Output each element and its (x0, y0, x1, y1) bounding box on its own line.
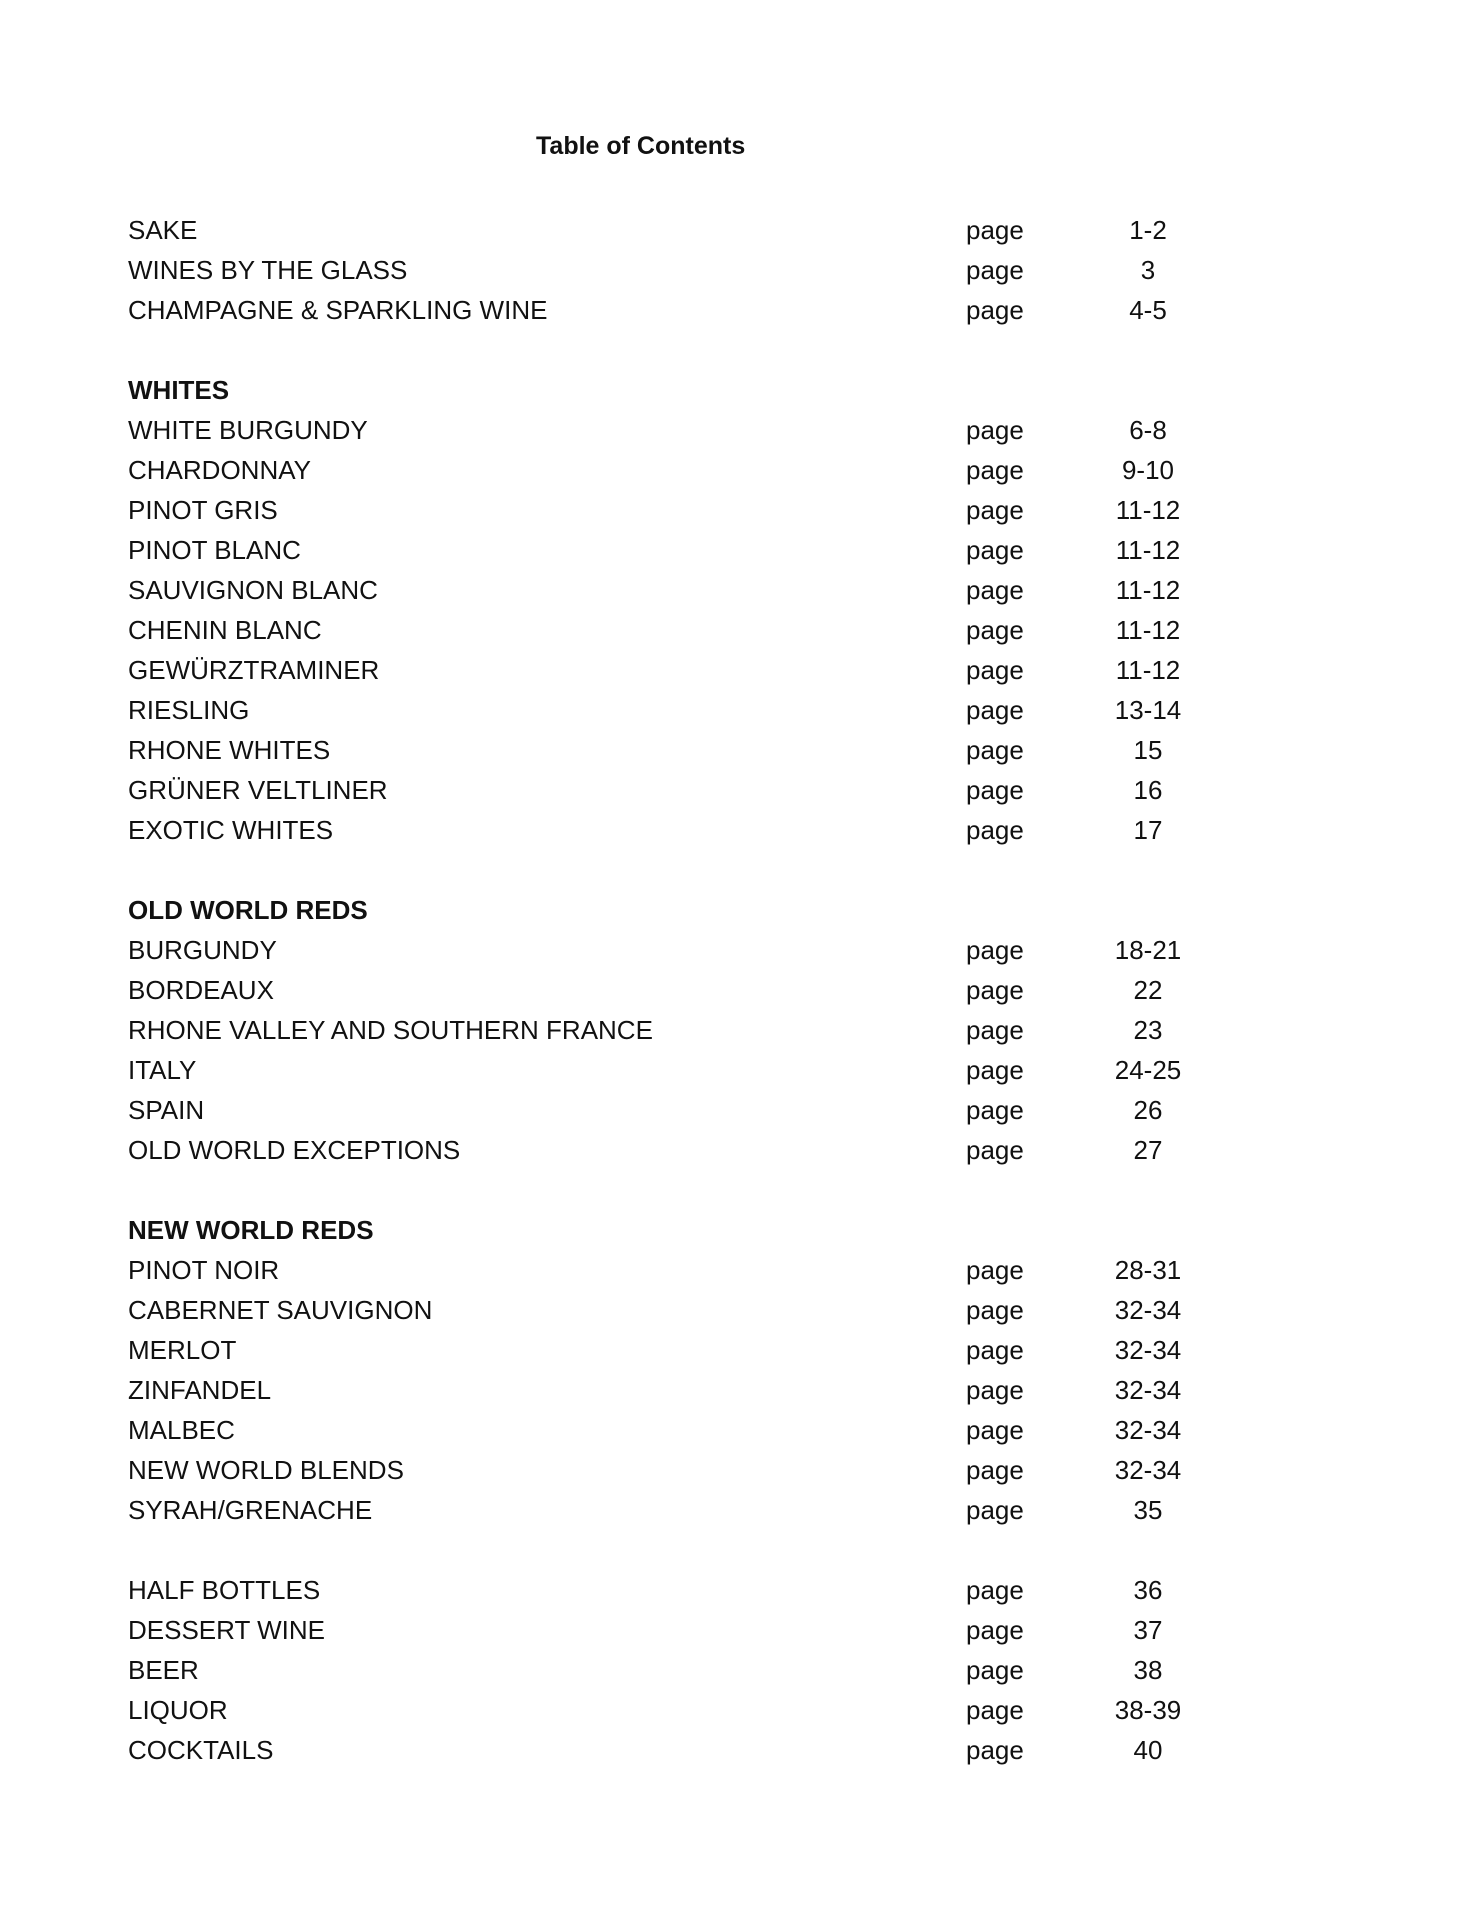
table-of-contents (128, 210, 1182, 1770)
toc-entry-page-number: 28-31 (1114, 1255, 1182, 1285)
toc-entry (128, 690, 1182, 730)
toc-entry-page-number: 26 (1133, 1095, 1163, 1125)
toc-entry-page-number: 37 (1133, 1615, 1163, 1645)
toc-entry (128, 1610, 1178, 1650)
toc-entry-page-label: page (966, 1455, 1024, 1485)
toc-entry (128, 1130, 1178, 1170)
toc-entry-page-label: page (966, 1615, 1024, 1645)
toc-entry-page-label: page (966, 1055, 1024, 1085)
toc-entry-page-number: 11-12 (1115, 535, 1181, 565)
toc-entry (128, 810, 1178, 850)
toc-entry-name: SAKE (128, 215, 198, 245)
toc-entry-name: SYRAH/GRENACHE (128, 1495, 373, 1525)
toc-entry-name: DESSERT WINE (128, 1615, 325, 1645)
page-title: Table of Contents (536, 132, 746, 160)
toc-entry (128, 410, 1178, 450)
toc-entry-page-label: page (966, 535, 1024, 565)
toc-entry (128, 770, 1178, 810)
toc-entry-page-number: 24-25 (1114, 1055, 1182, 1085)
toc-entry (128, 1450, 1182, 1490)
toc-entry-name: WINES BY THE GLASS (128, 255, 408, 285)
toc-entry (128, 970, 1178, 1010)
toc-entry-page-label: page (966, 1135, 1024, 1165)
toc-entry-name: MERLOT (128, 1335, 237, 1365)
toc-entry (128, 930, 1182, 970)
toc-entry-page-number: 38 (1133, 1655, 1163, 1685)
toc-entry-name: ITALY (128, 1055, 197, 1085)
toc-entry-name: BEER (128, 1655, 199, 1685)
toc-entry-page-number: 32-34 (1114, 1295, 1182, 1325)
toc-entry-page-number: 6-8 (1129, 415, 1167, 445)
toc-entry-page-label: page (966, 1295, 1024, 1325)
toc-entry-name: GRÜNER VELTLINER (128, 775, 388, 805)
toc-entry-page-number: 35 (1133, 1495, 1163, 1525)
toc-entry (128, 1730, 1178, 1770)
toc-entry-page-label: page (966, 1375, 1024, 1405)
toc-entry (128, 210, 1178, 250)
toc-entry-name: CHARDONNAY (128, 455, 311, 485)
toc-entry-name: ZINFANDEL (128, 1375, 272, 1405)
toc-entry-page-label: page (966, 415, 1024, 445)
toc-entry-page-label: page (966, 735, 1024, 765)
toc-entry-page-number: 9-10 (1121, 455, 1175, 485)
toc-entry-name: NEW WORLD BLENDS (128, 1455, 404, 1485)
toc-entry-name: CHAMPAGNE & SPARKLING WINE (128, 295, 548, 325)
toc-entry-page-label: page (966, 815, 1024, 845)
toc-entry-name: GEWÜRZTRAMINER (128, 655, 380, 685)
toc-entry-page-number: 18-21 (1114, 935, 1182, 965)
toc-entry-page-number: 27 (1133, 1135, 1163, 1165)
toc-entry-page-number: 23 (1133, 1015, 1163, 1045)
toc-entry (128, 1570, 1178, 1610)
toc-entry-page-label: page (966, 455, 1024, 485)
toc-entry-page-number: 11-12 (1115, 495, 1181, 525)
toc-entry-page-label: page (966, 1335, 1024, 1365)
toc-entry-page-number: 11-12 (1115, 615, 1181, 645)
toc-entry-page-number: 38-39 (1114, 1695, 1182, 1725)
toc-entry-page-number: 36 (1133, 1575, 1163, 1605)
section-spacer (128, 330, 1178, 370)
toc-entry-name: PINOT NOIR (128, 1255, 280, 1285)
toc-entry-page-number: 32-34 (1114, 1335, 1182, 1365)
toc-entry-page-number: 17 (1133, 815, 1163, 845)
toc-entry-name: EXOTIC WHITES (128, 815, 334, 845)
toc-entry-page-label: page (966, 495, 1024, 525)
toc-entry-page-number: 40 (1133, 1735, 1163, 1765)
toc-entry-name: MALBEC (128, 1415, 235, 1445)
toc-entry (128, 1090, 1178, 1130)
toc-entry (128, 1410, 1182, 1450)
toc-entry (128, 1330, 1182, 1370)
toc-entry (128, 570, 1181, 610)
toc-entry (128, 250, 1178, 290)
toc-entry-page-label: page (966, 615, 1024, 645)
toc-entry-name: COCKTAILS (128, 1735, 274, 1765)
toc-entry-page-label: page (966, 255, 1024, 285)
toc-entry (128, 450, 1178, 490)
section-heading: WHITES (128, 375, 230, 405)
toc-entry-page-number: 3 (1140, 255, 1156, 285)
toc-entry-page-label: page (966, 935, 1024, 965)
toc-entry-page-number: 11-12 (1115, 575, 1181, 605)
toc-entry-page-label: page (966, 295, 1024, 325)
toc-entry-name: BURGUNDY (128, 935, 277, 965)
toc-entry-name: HALF BOTTLES (128, 1575, 321, 1605)
toc-entry-name: OLD WORLD EXCEPTIONS (128, 1135, 461, 1165)
toc-entry-name: PINOT GRIS (128, 495, 278, 525)
toc-entry-page-label: page (966, 975, 1024, 1005)
toc-entry-page-label: page (966, 1575, 1024, 1605)
toc-entry-name: CABERNET SAUVIGNON (128, 1295, 433, 1325)
toc-entry-page-label: page (966, 575, 1024, 605)
toc-entry-page-number: 15 (1133, 735, 1163, 765)
toc-entry (128, 1290, 1182, 1330)
section-spacer (128, 1530, 1178, 1570)
toc-entry-page-number: 32-34 (1114, 1415, 1182, 1445)
toc-entry (128, 1250, 1182, 1290)
toc-entry-name: RHONE WHITES (128, 735, 331, 765)
toc-entry (128, 1050, 1182, 1090)
toc-entry-name: SAUVIGNON BLANC (128, 575, 378, 605)
toc-entry (128, 490, 1181, 530)
toc-entry-name: PINOT BLANC (128, 535, 301, 565)
toc-entry-page-label: page (966, 1695, 1024, 1725)
toc-entry-page-label: page (966, 1415, 1024, 1445)
toc-entry-page-label: page (966, 1255, 1024, 1285)
toc-entry-page-number: 22 (1133, 975, 1163, 1005)
toc-entry-page-label: page (966, 1095, 1024, 1125)
toc-entry-name: CHENIN BLANC (128, 615, 322, 645)
toc-entry (128, 1370, 1182, 1410)
toc-entry (128, 530, 1181, 570)
toc-entry-page-label: page (966, 655, 1024, 685)
toc-entry-page-label: page (966, 1495, 1024, 1525)
toc-entry-name: SPAIN (128, 1095, 205, 1125)
toc-entry-page-label: page (966, 775, 1024, 805)
toc-entry-page-number: 13-14 (1114, 695, 1182, 725)
toc-entry-page-number: 32-34 (1114, 1455, 1182, 1485)
toc-entry-page-label: page (966, 695, 1024, 725)
toc-entry-page-number: 4-5 (1129, 295, 1167, 325)
toc-entry-page-number: 32-34 (1114, 1375, 1182, 1405)
toc-entry (128, 1010, 1178, 1050)
toc-entry (128, 290, 1178, 330)
toc-entry-page-label: page (966, 215, 1024, 245)
toc-entry (128, 650, 1181, 690)
toc-entry-page-label: page (966, 1655, 1024, 1685)
toc-entry (128, 610, 1181, 650)
toc-entry-name: RIESLING (128, 695, 250, 725)
toc-entry-page-label: page (966, 1015, 1024, 1045)
section-spacer (128, 850, 1178, 890)
toc-entry (128, 1490, 1178, 1530)
section-heading: NEW WORLD REDS (128, 1215, 374, 1245)
toc-entry-name: RHONE VALLEY AND SOUTHERN FRANCE (128, 1015, 653, 1045)
section-heading: OLD WORLD REDS (128, 895, 368, 925)
toc-entry-name: WHITE BURGUNDY (128, 415, 368, 445)
toc-entry (128, 1690, 1182, 1730)
toc-entry (128, 730, 1178, 770)
toc-entry-page-number: 1-2 (1129, 215, 1167, 245)
toc-entry-name: LIQUOR (128, 1695, 228, 1725)
toc-entry-name: BORDEAUX (128, 975, 274, 1005)
toc-entry-page-number: 16 (1133, 775, 1163, 805)
section-spacer (128, 1170, 1178, 1210)
toc-entry-page-label: page (966, 1735, 1024, 1765)
toc-entry-page-number: 11-12 (1115, 655, 1181, 685)
toc-entry (128, 1650, 1178, 1690)
